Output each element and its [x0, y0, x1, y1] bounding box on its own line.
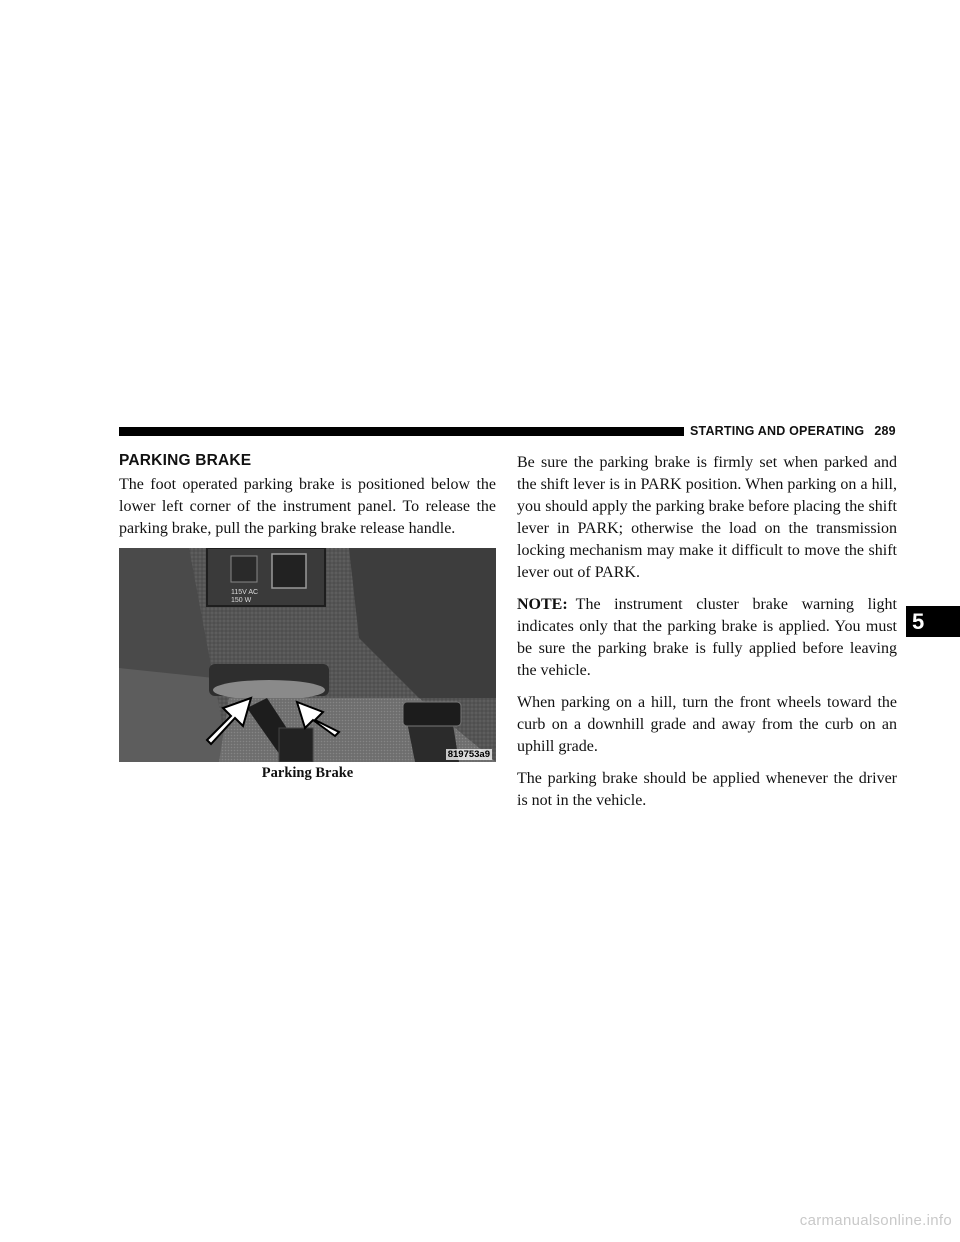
outlet-label-1: 115V AC	[231, 589, 259, 596]
parking-brake-illustration	[119, 548, 496, 762]
watermark-text: carmanualsonline.info	[799, 1212, 952, 1229]
paragraph-driver-absent: The parking brake should be applied whenever the driver is not in the vehicle.	[517, 770, 897, 809]
paragraph-hill-wheels: When parking on a hill, turn the front wheels toward the curb on a downhill grade and away from the curb on an uphill grade.	[517, 694, 897, 755]
right-column	[517, 452, 897, 822]
section-heading: PARKING BRAKE	[119, 452, 252, 469]
figure-caption: Parking Brake	[261, 765, 354, 781]
section-title: STARTING AND OPERATING	[690, 424, 865, 438]
parking-brake-figure	[119, 548, 496, 762]
left-column	[119, 452, 496, 782]
note-paragraph	[517, 594, 897, 682]
header-rule	[119, 427, 684, 436]
intro-paragraph: The foot operated parking brake is positioned below the lower left corner of the instrument panel. To release the parking brake, pull the parking brake release handle.	[119, 476, 496, 537]
figure-code: 819753a9	[447, 749, 490, 760]
running-header	[690, 422, 896, 440]
page-number: 289	[874, 424, 896, 438]
note-label: NOTE:	[517, 596, 568, 613]
outlet-label-2: 150 W	[231, 597, 252, 604]
paragraph-park-position: Be sure the parking brake is firmly set when parked and the shift lever is in PARK position. When parking on a hill, you should apply the parking brake before placing the shift lever in PARK; otherwise the load on the transmission locking mechanism may make it difficult to move the shift lever out of PARK.	[517, 454, 897, 581]
note-text: The instrument cluster brake warning light indicates only that the parking brake is applied. You must be sure the parking brake is fully applied before leaving the vehicle.	[517, 596, 897, 679]
chapter-tab: 5	[906, 606, 960, 637]
